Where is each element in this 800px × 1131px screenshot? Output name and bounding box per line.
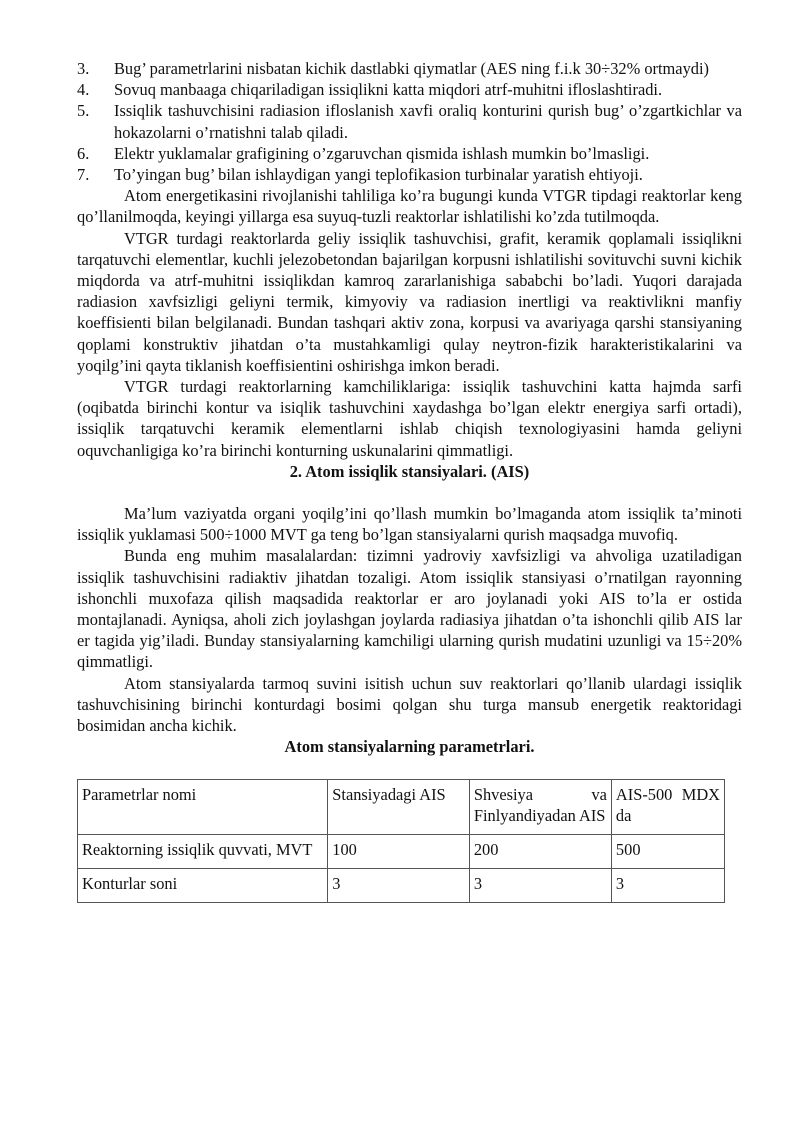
list-item <box>77 100 742 142</box>
parameters-table <box>77 779 725 904</box>
paragraph-vtgr-features: VTGR turdagi reaktorlarda geliy issiqlik tashuvchisi, grafit, keramik qoplamali issiqlikni tarqatuvchi elementlar, kuchli jelezobetondan bajarilgan korpusni ishlatilishi sovituvchi suvni kichik miqdorda va atrf-muhitni issiqlikdan kamroq zararlanishiga sababchi bo’ladi. Yuqori darajada radiasion xavfsizligi geliyni termik, kimyoviy va radiasion inertligi va reaktivlikni manfiy koeffisienti bilan belgilanadi. Bundan tashqari aktiv zona, korpusi va avariyaga qarshi stansiyaning qoplami konstruktiv jihatdan o’ta mustahkamligi qulay neytron-fizik harakteristikalarini va yoqilg’ini qayta tiklanish koeffisientini oshirishga imkon beradi. <box>77 228 742 375</box>
table-header-cell: Stansiyadagi AIS <box>328 779 470 834</box>
list-item-number: 5. <box>77 101 90 121</box>
list-item <box>77 58 742 79</box>
table-title: Atom stansiyalarning parametrlari. <box>284 737 535 757</box>
list-item-text: Elektr yuklamalar grafigining o’zgaruvchan qismida ishlash mumkin bo’lmasligi. <box>114 143 650 163</box>
table-row <box>78 869 725 903</box>
table-header-cell: Shvesiya va Finlyandiyadan AIS <box>469 779 611 834</box>
table-cell: 3 <box>469 869 611 903</box>
table-header-row <box>78 779 725 834</box>
list-item <box>77 79 742 100</box>
table-cell: 500 <box>611 834 724 868</box>
numbered-list <box>77 58 742 185</box>
list-item <box>77 164 742 185</box>
list-item-text: Sovuq manbaaga chiqariladigan issiqlikni katta miqdori atrf-muhitni ifloslashtiradi. <box>114 80 663 100</box>
paragraph-ais-issues: Bunda eng muhim masalalardan: tizimni yadroviy xavfsizligi va ahvoliga uzatiladigan issiqlik tashuvchisini radiaktiv jihatdan tozaligi. Atom issiqlik stansiyasi o’rnatilgan rayonning ishonchli muxofaza qilish maqsadida reaktorlar er aro joylanadi yoki AIS to’la er ostida montajlanadi. Ayniqsa, aholi zich joylashgan joylarda radiasiya jihatdan o’ta ishonchli qilib AIS lar er tagida yig’iladi. Bunday stansiyalarning kamchiligi ularning qurish mudatini uzunligi va 15÷20% qimmatligi. <box>77 546 742 672</box>
table-cell: Konturlar soni <box>78 869 328 903</box>
paragraph-vtgr-drawbacks: VTGR turdagi reaktorlarning kamchiliklariga: issiqlik tashuvchini katta hajmda sarfi (oqibatda birinchi kontur va isiqlik tashuvchini xaydashga bo’lgan elektr energiya sarfi ortadi), issiqlik tarqatuvchi keramik elementlarni ishlab chiqish texnologiyasini hamda geliyni oquvchanligiga ko’ra birinchi konturning uskunalarini qimmatligi. <box>77 377 742 460</box>
paragraph-ais-intro: Ma’lum vaziyatda organi yoqilg’ini qo’llash mumkin bo’lmaganda atom issiqlik ta’minoti issiqlik yuklamasi 500÷1000 MVT ga teng bo’lgan stansiyalarni qurish maqsadga muvofiq. <box>77 504 742 545</box>
list-item-number: 7. <box>77 165 90 185</box>
list-item-text: Bug’ parametrlarini nisbatan kichik dastlabki qiymatlar (AES ning f.i.k 30÷32% ortmaydi) <box>114 59 709 78</box>
list-item-number: 4. <box>77 80 90 100</box>
list-item-number: 6. <box>77 143 90 163</box>
paragraph-vtgr-usage: Atom energetikasini rivojlanishi tahliliga ko’ra bugungi kunda VTGR tipdagi reaktorlar keng qo’llanilmoqda, keyingi yillarga esa suyuq-tuzli reaktorlar ishlatilishi ko’zda tutilmoqda. <box>77 186 742 227</box>
table-header-cell: AIS-500 MDX da <box>611 779 724 834</box>
paragraph-ais-water: Atom stansiyalarda tarmoq suvini isitish uchun suv reaktorlari qo’llanib ulardagi issiqlik tashuvchisining birinchi konturdagi bosimi qolgan shu turga mansub energetik reaktoridagi bosimidan ancha kichik. <box>77 673 742 736</box>
table-cell: 200 <box>469 834 611 868</box>
table-cell: 3 <box>611 869 724 903</box>
table-cell: Reaktorning issiqlik quvvati, MVT <box>78 834 328 868</box>
table-header-cell: Parametrlar nomi <box>78 779 328 834</box>
table-row <box>78 834 725 868</box>
section-heading: 2. Atom issiqlik stansiyalari. (AIS) <box>289 461 530 481</box>
table-cell: 100 <box>328 834 470 868</box>
list-item-text: Issiqlik tashuvchisini radiasion ifloslanish xavfi oraliq konturini qurish bug’ o’zgartkichlar va hokazolarni o’rnatishni talab qiladi. <box>114 101 742 142</box>
list-item-text: To’yingan bug’ bilan ishlaydigan yangi teplofikasion turbinalar yaratish ehtiyoji. <box>114 165 643 185</box>
list-item-number: 3. <box>77 59 90 78</box>
table-cell: 3 <box>328 869 470 903</box>
list-item <box>77 143 742 164</box>
